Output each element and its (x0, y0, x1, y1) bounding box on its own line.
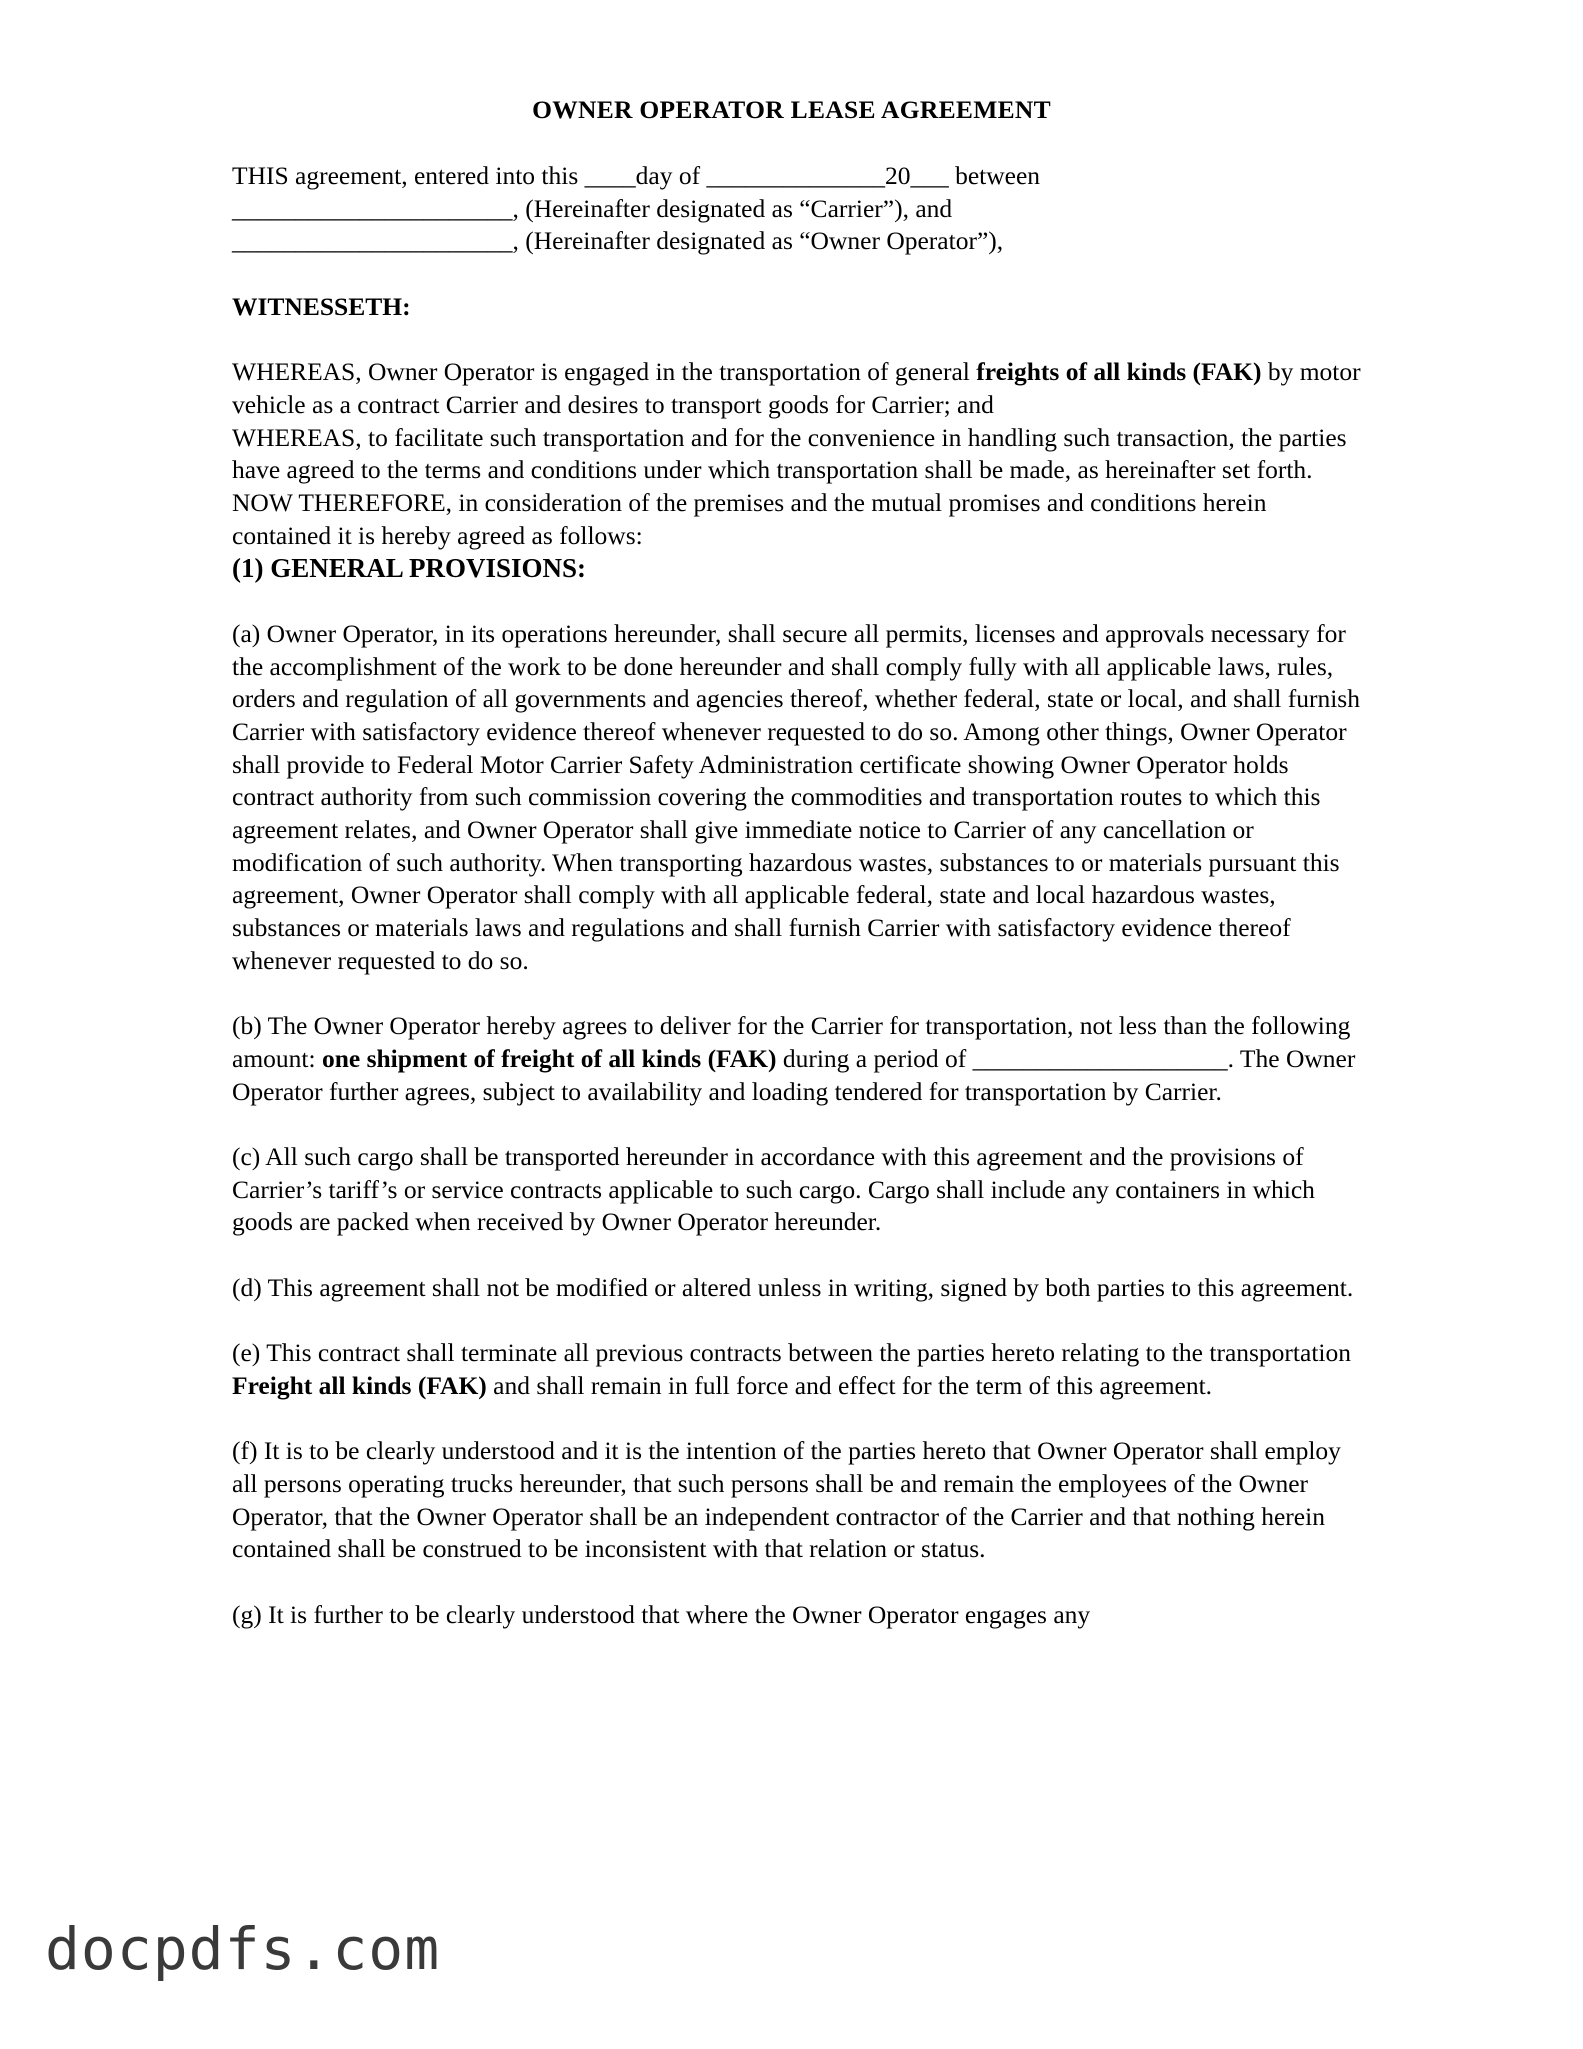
witnesseth-heading: WITNESSETH: (232, 291, 411, 321)
paragraph-b-text-b: during a period of ____________________. The Owner Operator further agrees, subject to availability and loading tendered for transportation by Carrier. (232, 1043, 1356, 1106)
paragraph-e-text-b: and shall remain in full force and effect for the term of this agreement. (486, 1370, 1213, 1400)
paragraph-g: (g) It is further to be clearly understood that where the Owner Operator engages any (232, 1599, 1091, 1629)
whereas-1-text-b: by motor vehicle as a contract Carrier and desires to transport goods for Carrier; and (232, 357, 1361, 419)
now-therefore-paragraph: NOW THEREFORE, in consideration of the premises and the mutual promises and conditions herein contained it is hereby agreed as follows: (232, 488, 1267, 550)
whereas-1-text-a: WHEREAS, Owner Operator is engaged in the transportation of general (232, 357, 977, 387)
watermark-text: docpdfs.com (45, 1915, 441, 1983)
document-title: OWNER OPERATOR LEASE AGREEMENT (532, 95, 1051, 124)
intro-line-2: ______________________, (Hereinafter designated as “Carrier”), and (232, 193, 953, 223)
document-body (232, 160, 1362, 1632)
paragraph-e-bold: Freight all kinds (FAK) (232, 1370, 487, 1400)
intro-line-3: ______________________, (Hereinafter designated as “Owner Operator”), (232, 226, 1004, 256)
paragraph-c: (c) All such cargo shall be transported hereunder in accordance with this agreement and the provisions of Carrier’s tariff’s or service contracts applicable to such cargo. Cargo shall include any containers in which goods are packed when received by Owner Operator hereunder. (232, 1142, 1315, 1237)
whereas-paragraph-2: WHEREAS, to facilitate such transportation and for the convenience in handling such transaction, the parties have agreed to the terms and conditions under which transportation shall be made, as hereinafter set forth. (232, 422, 1347, 485)
whereas-1-bold: freights of all kinds (FAK) (976, 357, 1262, 387)
paragraph-f: (f) It is to be clearly understood and it is the intention of the parties hereto that Owner Operator shall employ all persons operating trucks hereunder, that such persons shall be and remain the employees of the Owner Operator, that the Owner Operator shall be an independent contractor of the Carrier and that nothing herein contained shall be construed to be inconsistent with that relation or status. (232, 1436, 1341, 1564)
paragraph-b-bold: one shipment of freight of all kinds (FAK) (321, 1043, 777, 1073)
paragraph-d: (d) This agreement shall not be modified or altered unless in writing, signed by both parties to this agreement. (232, 1272, 1354, 1302)
paragraph-b (232, 1010, 1362, 1108)
whereas-paragraph-1 (232, 356, 1362, 421)
paragraph-b-text-a: (b) The Owner Operator hereby agrees to deliver for the Carrier for transportation, not less than the following amount: (232, 1011, 1351, 1073)
intro-line-1: THIS agreement, entered into this ____day of ______________20___ between (232, 161, 1041, 190)
paragraph-a: (a) Owner Operator, in its operations hereunder, shall secure all permits, licenses and approvals necessary for the accomplishment of the work to be done hereunder and shall comply fully with all applicable laws, rules, orders and regulation of all governments and agencies thereof, whether federal, state or local, and shall furnish Carrier with satisfactory evidence thereof whenever requested to do so. Among other things, Owner Operator shall provide to Federal Motor Carrier Safety Administration certificate showing Owner Operator holds contract authority from such commission covering the commodities and transportation routes to which this agreement relates, and Owner Operator shall give immediate notice to Carrier of any cancellation or modification of such authority. When transporting hazardous wastes, substances to or materials pursuant this agreement, Owner Operator shall comply with all applicable federal, state and local hazardous wastes, substances or materials laws and regulations and shall furnish Carrier with satisfactory evidence thereof whenever requested to do so. (232, 618, 1360, 975)
section-1-heading: (1) GENERAL PROVISIONS: (232, 553, 587, 584)
paragraph-e-text-a: (e) This contract shall terminate all previous contracts between the parties hereto relating to the transportation (232, 1338, 1351, 1368)
paragraph-e (232, 1337, 1362, 1402)
